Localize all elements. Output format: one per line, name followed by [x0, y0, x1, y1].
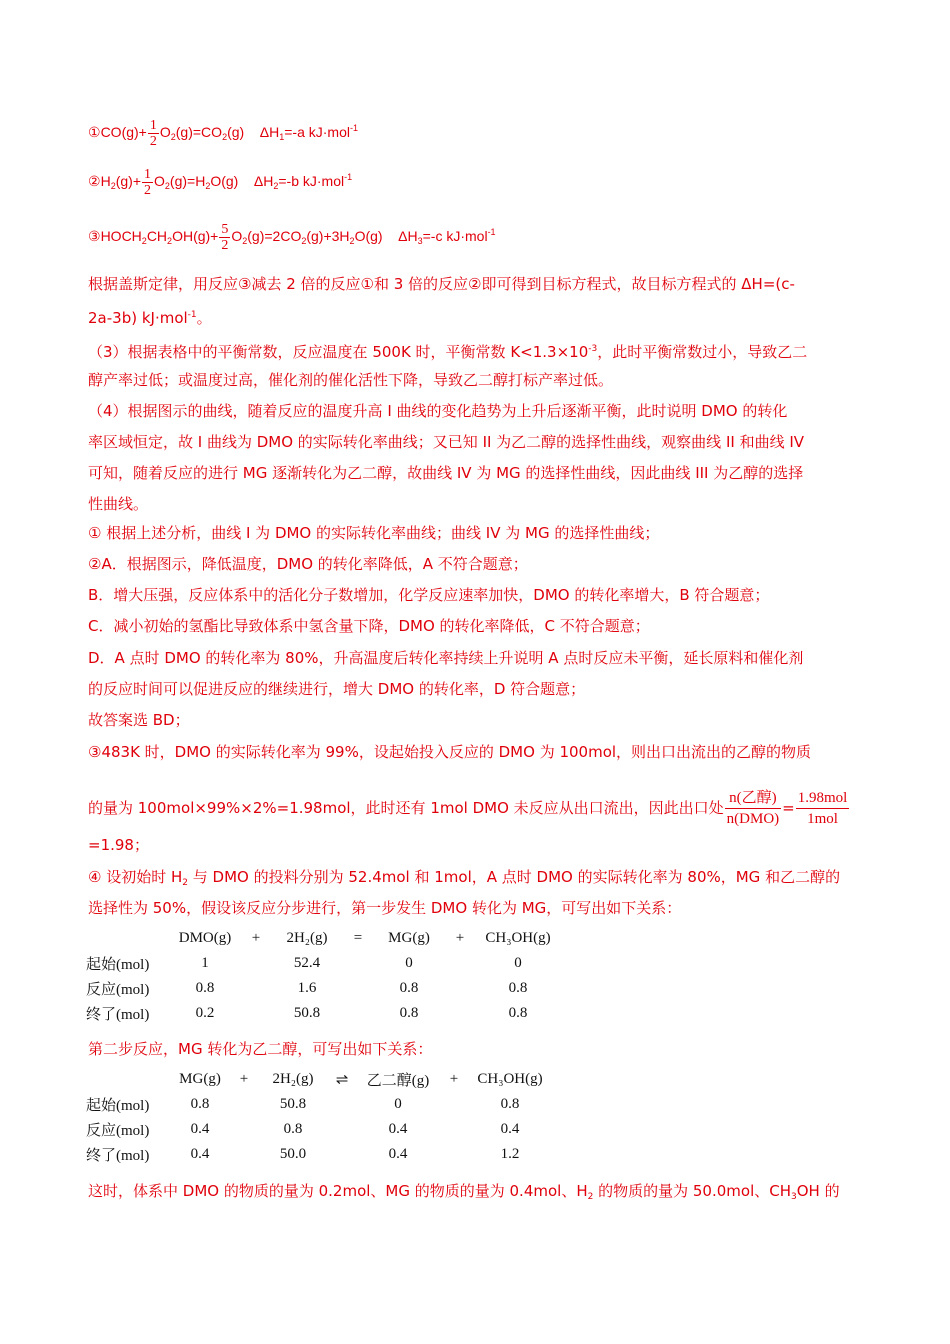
- table-cell: [86, 926, 174, 951]
- answer-3-line2: [88, 788, 850, 829]
- step2-intro: 第二步反应，MG 转化为乙二醇，可写出如下关系：: [88, 1040, 433, 1058]
- table-cell: 0.4: [388, 1121, 408, 1137]
- paragraph-4-line4: 性曲线。: [88, 495, 149, 513]
- circle-number-1: ①: [88, 124, 101, 141]
- delta-h-label: ΔH: [253, 173, 274, 190]
- eq1-o2: O: [159, 124, 171, 141]
- paragraph-4-line2: 率区域恒定，故 I 曲线为 DMO 的实际转化率曲线；又已知 II 为乙二醇的选择性曲线，观察曲线 II 和曲线 IV: [88, 433, 805, 451]
- fraction-half: [142, 167, 153, 198]
- sub: 3: [417, 236, 423, 247]
- table-row: [86, 951, 556, 976]
- frac-den: 2: [221, 238, 229, 253]
- table-cell: 0.8: [399, 1005, 419, 1021]
- row-label: 终了(mol): [86, 1007, 150, 1023]
- table-cell: MG(g): [388, 930, 430, 946]
- table-cell: 1.6: [297, 980, 317, 996]
- table-row: [86, 1001, 556, 1026]
- sub: 2: [349, 236, 355, 247]
- sup: -1: [344, 172, 353, 183]
- table-cell: 50.8: [293, 1005, 321, 1021]
- final-line: [88, 1181, 840, 1207]
- sub: 1: [279, 132, 285, 143]
- frac-num: 1: [144, 167, 151, 182]
- table-cell: +: [455, 930, 465, 946]
- table-cell: 0.4: [388, 1146, 408, 1162]
- table-cell: 0.8: [500, 1096, 520, 1112]
- table-row: [86, 976, 556, 1001]
- table-row: [86, 1142, 548, 1167]
- text: 2a-3b) kJ·mol: [88, 309, 188, 327]
- sub: 2: [587, 1192, 594, 1202]
- answer-2d-line1: D．A 点时 DMO 的转化率为 80%，升高温度后转化率持续上升说明 A 点时反应未平衡，延长原料和催化剂: [88, 649, 804, 667]
- eq1-mid: (g)=CO: [175, 124, 223, 141]
- fraction-half: [148, 118, 159, 149]
- delta-h-label: ΔH: [259, 124, 280, 141]
- sub: 2: [301, 236, 307, 247]
- table-cell: 乙二醇(g): [366, 1073, 430, 1089]
- table-cell: 52.4: [293, 955, 321, 971]
- table-cell: 1.2: [500, 1146, 520, 1162]
- circle-number-2: ②: [88, 173, 101, 190]
- table-cell: 0: [514, 955, 522, 971]
- delta-h-value: =-a kJ·mol: [284, 124, 350, 141]
- eq3-part: CH: [146, 228, 168, 245]
- table-cell: 0.8: [195, 980, 215, 996]
- eq3-part: (g)=2CO: [247, 228, 302, 245]
- sub: 3: [791, 1192, 797, 1202]
- table-cell: 0.4: [190, 1121, 210, 1137]
- paragraph-3-line2: 醇产率过低；或温度过高，催化剂的催化活性下降，导致乙二醇打标产率过低。: [88, 371, 614, 389]
- table-cell: =: [353, 930, 363, 946]
- eq1-lhs: CO(g)+: [100, 124, 147, 141]
- text: 的量为 100mol×99%×2%=1.98mol，此时还有 1mol DMO 未反应从出口流出，因此出口处: [88, 799, 724, 817]
- table-cell: 1: [201, 955, 209, 971]
- sub: 2: [170, 132, 176, 143]
- eq3-part: (g)+3H: [306, 228, 350, 245]
- eq3-part: OH(g)+: [172, 228, 219, 245]
- table-cell: 0.4: [190, 1146, 210, 1162]
- table-cell: 50.8: [279, 1096, 307, 1112]
- delta-h-value: =-c kJ·mol: [422, 228, 488, 245]
- table-cell: DMO(g): [178, 930, 232, 946]
- sub: 2: [141, 236, 147, 247]
- table-cell: +: [251, 930, 261, 946]
- frac-den: 2: [149, 134, 157, 149]
- table-cell: 0.8: [508, 1005, 528, 1021]
- table-cell: +: [239, 1071, 249, 1087]
- answer-3-line1: ③483K 时，DMO 的实际转化率为 99%，设起始投入反应的 DMO 为 100mol，则出口出流出的乙醇的物质: [88, 743, 812, 761]
- sup: -1: [487, 227, 496, 238]
- row-label: 起始(mol): [86, 1098, 150, 1114]
- answer-3-line3: =1.98；: [88, 836, 149, 854]
- sub: 2: [222, 132, 228, 143]
- answer-2d-line2: 的反应时间可以促进反应的继续进行，增大 DMO 的转化率，D 符合题意；: [88, 680, 586, 698]
- circle-number-3: ③: [88, 228, 101, 245]
- paragraph-hess-line1: 根据盖斯定律，用反应③减去 2 倍的反应①和 3 倍的反应②即可得到目标方程式，故目标方程式的 ΔH=(c-: [88, 275, 795, 293]
- eq3-part: HOCH: [100, 228, 142, 245]
- table-header-row: [86, 1067, 548, 1092]
- table-header-row: [86, 926, 556, 951]
- eq3-o2: O: [231, 228, 243, 245]
- table-row: [86, 1092, 548, 1117]
- table-cell: 0: [394, 1096, 402, 1112]
- table-cell: 0.8: [190, 1096, 210, 1112]
- paragraph-4-line1: （4）根据图示的曲线，随着反应的温度升高 I 曲线的变化趋势为上升后逐渐平衡，此时说明 DMO 的转化: [88, 402, 788, 420]
- sup: -3: [588, 344, 598, 354]
- sub: 2: [167, 236, 173, 247]
- frac-num: 5: [221, 222, 229, 237]
- eq2-lhs: (g)+: [115, 173, 141, 190]
- paragraph-3-line1: [88, 339, 807, 362]
- answer-4-line2: 选择性为 50%，假设该反应分步进行，第一步发生 DMO 转化为 MG，可写出如下关系：: [88, 899, 682, 917]
- sub: 2: [164, 181, 170, 192]
- sup: -1: [349, 123, 358, 134]
- frac-den: n(DMO): [726, 811, 780, 827]
- delta-h-value: =-b kJ·mol: [278, 173, 345, 190]
- value-fraction: [796, 788, 850, 829]
- eq2-mid: (g)=H: [169, 173, 206, 190]
- text: 这时，体系中 DMO 的物质的量为 0.2mol、MG 的物质的量为 0.4mol、H: [88, 1182, 588, 1200]
- table-cell: CH₃OH(g): [477, 1071, 543, 1087]
- row-label: 反应(mol): [86, 982, 150, 998]
- table-cell: 2H₂(g): [272, 1071, 314, 1087]
- row-label: 起始(mol): [86, 957, 150, 973]
- answer-choice: 故答案选 BD；: [88, 711, 190, 729]
- equals-sign: =: [782, 799, 795, 817]
- sub: 2: [242, 236, 248, 247]
- reaction-table-2: [86, 1067, 548, 1167]
- equation-3: [88, 222, 496, 253]
- row-label: 终了(mol): [86, 1148, 150, 1164]
- frac-num: 1: [149, 118, 157, 133]
- sub: 2: [110, 181, 116, 192]
- table-cell: 0.8: [508, 980, 528, 996]
- answer-2b: B．增大压强，反应体系中的活化分子数增加，化学反应速率加快，DMO 的转化率增大，B 符合题意；: [88, 586, 770, 604]
- answer-4-line1: [88, 867, 840, 893]
- text: 的物质的量为 50.0mol、CH: [593, 1182, 791, 1200]
- equation-2: [88, 167, 352, 198]
- text: ，此时平衡常数过小，导致乙二: [597, 343, 808, 361]
- sub: 2: [273, 181, 279, 192]
- eq2-h2: H: [100, 173, 111, 190]
- text: ④ 设初始时 H: [88, 868, 183, 886]
- frac-num: 1.98mol: [796, 788, 850, 809]
- eq3-part: O(g): [354, 228, 383, 245]
- table-cell: [86, 1067, 174, 1092]
- answer-2c: C．减小初始的氢酯比导致体系中氢含量下降，DMO 的转化率降低，C 不符合题意；: [88, 617, 650, 635]
- frac-den: 2: [144, 183, 151, 198]
- fraction-five-halves: [219, 222, 230, 253]
- table-cell: ⇌: [335, 1072, 349, 1088]
- table-cell: CH₃OH(g): [485, 930, 551, 946]
- eq1-end: (g): [227, 124, 245, 141]
- text: （3）根据表格中的平衡常数，反应温度在 500K 时，平衡常数 K<1.3×10: [88, 343, 589, 361]
- row-label: 反应(mol): [86, 1123, 150, 1139]
- sub: 2: [205, 181, 211, 192]
- eq2-o2: O: [154, 173, 165, 190]
- reaction-table-1: [86, 926, 556, 1026]
- eq2-end: O(g): [210, 173, 239, 190]
- table-cell: 0: [405, 955, 413, 971]
- frac-den: 1mol: [807, 811, 838, 827]
- delta-h-label: ΔH: [398, 228, 418, 245]
- equation-1: [88, 118, 358, 149]
- sub: 2: [182, 878, 188, 888]
- text: 。: [196, 309, 212, 327]
- table-cell: 2H₂(g): [286, 930, 328, 946]
- table-cell: MG(g): [179, 1071, 221, 1087]
- table-cell: 0.8: [399, 980, 419, 996]
- answer-2a: ②A．根据图示，降低温度，DMO 的转化率降低，A 不符合题意；: [88, 555, 528, 573]
- text: 与 DMO 的投料分别为 52.4mol 和 1mol，A 点时 DMO 的实际转化率为 80%，MG 和乙二醇的: [188, 868, 841, 886]
- answer-1: ① 根据上述分析，曲线 I 为 DMO 的实际转化率曲线；曲线 IV 为 MG 的选择性曲线；: [88, 524, 660, 542]
- table-cell: 0.4: [500, 1121, 520, 1137]
- ratio-fraction: [725, 788, 782, 829]
- table-cell: +: [449, 1071, 459, 1087]
- table-cell: 50.0: [279, 1146, 307, 1162]
- text: OH 的: [796, 1182, 840, 1200]
- paragraph-4-line3: 可知，随着反应的进行 MG 逐渐转化为乙二醇，故曲线 IV 为 MG 的选择性曲线，因此曲线 III 为乙醇的选择: [88, 464, 804, 482]
- table-cell: 0.8: [283, 1121, 303, 1137]
- table-row: [86, 1117, 548, 1142]
- table-cell: 0.2: [195, 1005, 215, 1021]
- frac-num: n(乙醇): [725, 788, 782, 809]
- paragraph-hess-line2: [88, 305, 212, 328]
- sup: -1: [187, 310, 197, 320]
